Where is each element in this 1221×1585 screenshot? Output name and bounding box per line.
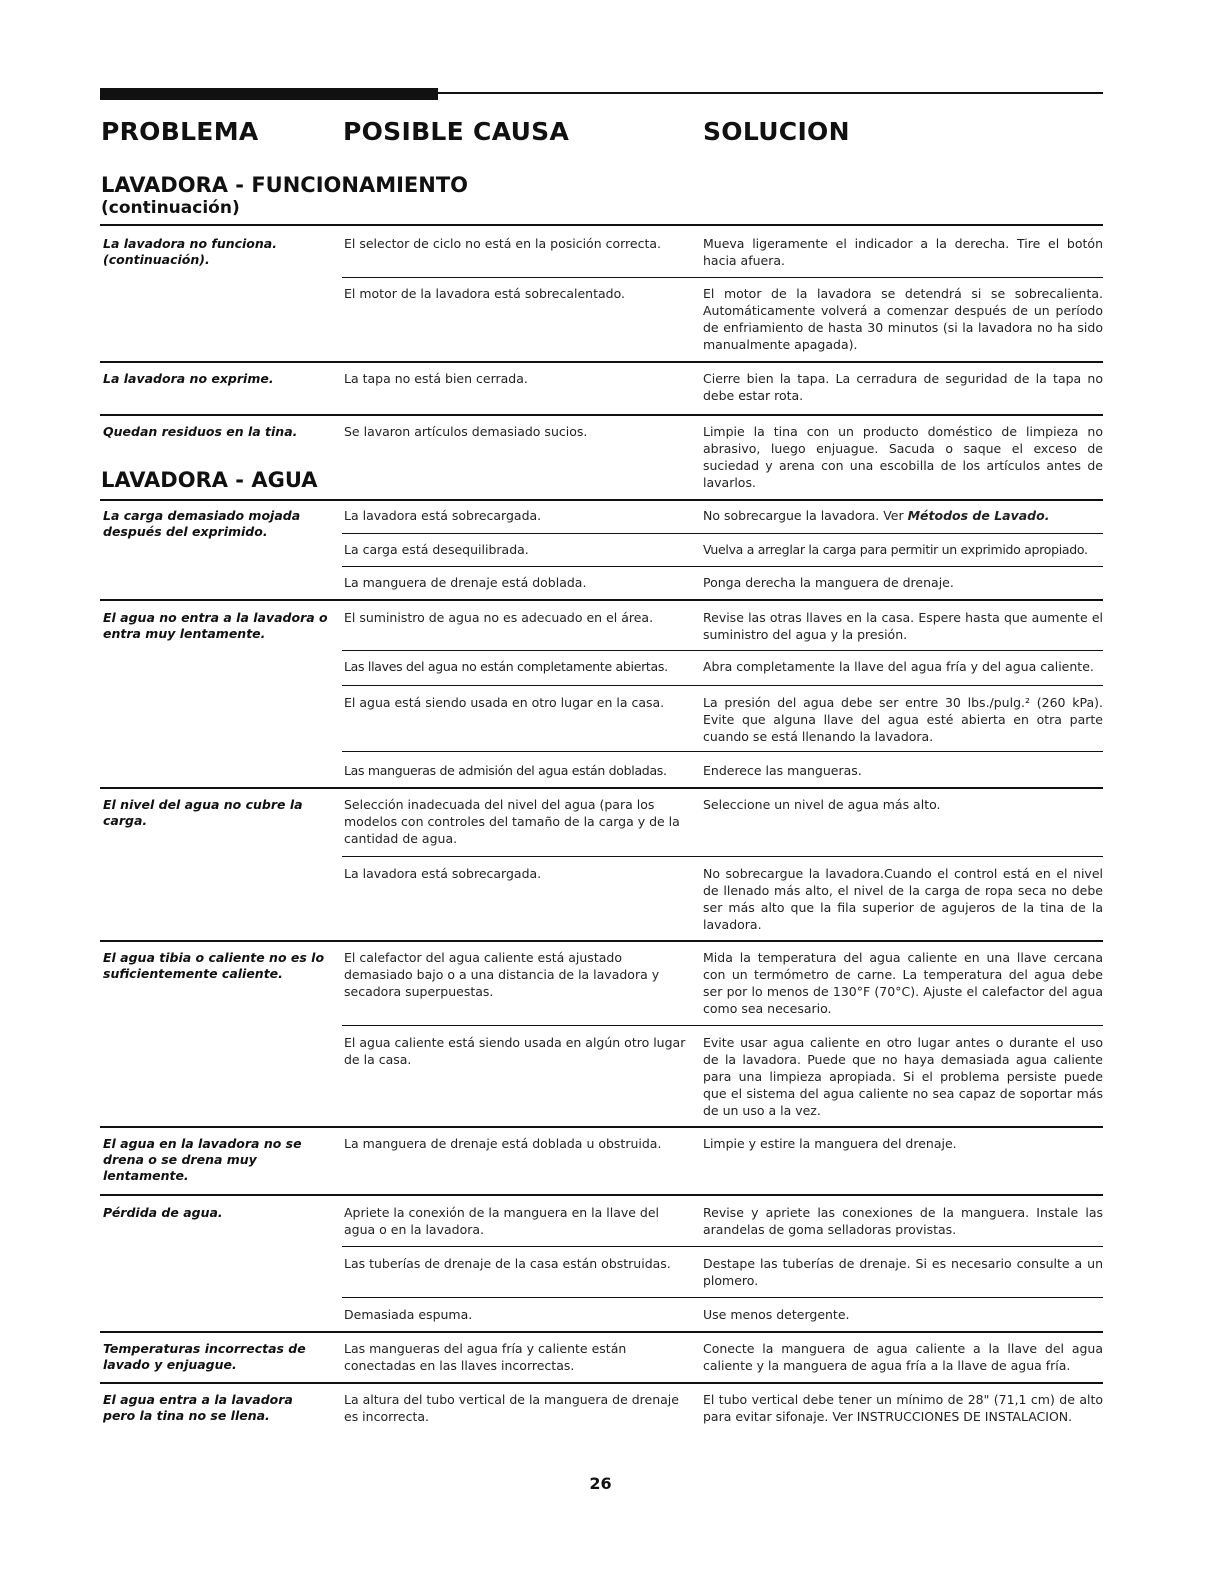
- cause-text: El calefactor del agua caliente está ajustado demasiado bajo o a una distancia de la lavadora y secadora superpuestas.: [344, 950, 660, 999]
- row-divider: [342, 685, 1103, 686]
- row-divider: [100, 940, 1103, 942]
- solution-text: Evite usar agua caliente en otro lugar antes o durante el uso de la lavadora. Puede que no haya demasiada agua caliente para una limpieza apropiada. Si el problema persiste puede que el sistema del agua caliente no sea capaz de soportar más de un uso a la vez.: [703, 1035, 1103, 1118]
- cause-text: El agua caliente está siendo usada en algún otro lugar de la casa.: [344, 1035, 686, 1067]
- cause-text: Se lavaron artículos demasiado sucios.: [344, 424, 588, 439]
- cause-text: Las mangueras de admisión del agua están dobladas.: [344, 763, 667, 778]
- cause-text: La carga está desequilibrada.: [344, 542, 529, 557]
- row-divider: [342, 566, 1103, 567]
- cause-text: La tapa no está bien cerrada.: [344, 371, 528, 386]
- solution-text: Seleccione un nivel de agua más alto.: [703, 797, 941, 812]
- solution-text: Limpie y estire la manguera del drenaje.: [703, 1136, 957, 1151]
- row-divider: [342, 650, 1103, 651]
- solution-text: No sobrecargue la lavadora.Cuando el control está en el nivel de llenado más alto, el nivel de la carga de ropa seca no debe ser más alto que la fila superior de agujeros de la tina de la lavadora.: [703, 866, 1103, 932]
- solution-text: El motor de la lavadora se detendrá si se sobrecalienta. Automáticamente volverá a comenzar después de un período de enfriamiento de hasta 30 minutos (si la lavadora no ha sido manualmente apagada).: [703, 286, 1103, 352]
- row-divider: [100, 361, 1103, 363]
- row-divider: [100, 1331, 1103, 1333]
- cause-text: Las mangueras del agua fría y caliente están conectadas en las llaves incorrectas.: [344, 1341, 627, 1373]
- page-number: 26: [589, 1474, 612, 1493]
- cause-text: La lavadora está sobrecargada.: [344, 866, 542, 881]
- solution-text: Use menos detergente.: [703, 1307, 850, 1322]
- row-divider: [342, 1025, 1103, 1026]
- row-divider: [342, 277, 1103, 278]
- cause-text: Las llaves del agua no están completamente abiertas.: [344, 659, 668, 674]
- problem-text: La lavadora no funciona. (continuación).: [103, 236, 277, 267]
- problem-text: El agua tibia o caliente no es lo suficientemente caliente.: [103, 950, 325, 981]
- solution-text: Mida la temperatura del agua caliente en una llave cercana con un termómetro de carne. La temperatura del agua debe ser por lo menos de 130°F (70°C). Ajuste el calefactor del agua como sea necesario.: [703, 950, 1103, 1016]
- solution-text: Mueva ligeramente el indicador a la derecha. Tire el botón hacia afuera.: [703, 236, 1103, 268]
- cause-text: Selección inadecuada del nivel del agua (para los modelos con controles del tamaño de la carga y de la cantidad de agua.: [344, 797, 680, 846]
- section-title-agua: LAVADORA - AGUA: [101, 468, 318, 492]
- problem-text: El agua no entra a la lavadora o entra muy lentamente.: [103, 610, 328, 641]
- solution-text: Vuelva a arreglar la carga para permitir un exprimido apropiado.: [703, 542, 1088, 557]
- solution-text: Limpie la tina con un producto doméstico de limpieza no abrasivo, luego enjuague. Sacuda o saque el exceso de suciedad y arena con una escobilla de los artículos antes de lavarlos.: [703, 424, 1103, 490]
- section-subtitle: (continuación): [101, 198, 240, 218]
- row-divider: [342, 751, 1103, 752]
- solution-text: Revise y apriete las conexiones de la manguera. Instale las arandelas de goma selladoras provistas.: [703, 1205, 1103, 1237]
- row-divider: [342, 1297, 1103, 1298]
- row-divider: [342, 1246, 1103, 1247]
- row-divider: [100, 787, 1103, 789]
- solution-text: Enderece las mangueras.: [703, 763, 862, 778]
- solution-emphasis: Métodos de Lavado.: [907, 508, 1050, 523]
- problem-text: La carga demasiado mojada después del exprimido.: [103, 508, 301, 539]
- problem-text: El agua entra a la lavadora pero la tina no se llena.: [103, 1392, 293, 1423]
- cause-text: La manguera de drenaje está doblada u obstruida.: [344, 1136, 662, 1151]
- problem-text: La lavadora no exprime.: [103, 371, 274, 386]
- solution-text: Destape las tuberías de drenaje. Si es necesario consulte a un plomero.: [703, 1256, 1103, 1288]
- cause-text: El selector de ciclo no está en la posición correcta.: [344, 236, 661, 251]
- cause-text: El agua está siendo usada en otro lugar en la casa.: [344, 695, 665, 710]
- solution-text: Conecte la manguera de agua caliente a la llave del agua caliente y la manguera de agua fría a la llave de agua fría.: [703, 1341, 1103, 1373]
- row-divider: [100, 599, 1103, 601]
- row-divider: [100, 1194, 1103, 1196]
- header-bar-thick: [100, 88, 438, 100]
- row-divider: [100, 414, 1103, 416]
- solution-text: Abra completamente la llave del agua fría y del agua caliente.: [703, 659, 1094, 674]
- cause-text: La altura del tubo vertical de la manguera de drenaje es incorrecta.: [344, 1392, 679, 1424]
- solution-text: La presión del agua debe ser entre 30 lbs./pulg.² (260 kPa). Evite que alguna llave del agua esté abierta en otra parte cuando se está llenando la lavadora.: [703, 695, 1103, 744]
- problem-text: Pérdida de agua.: [103, 1205, 223, 1220]
- cause-text: El motor de la lavadora está sobrecalentado.: [344, 286, 625, 301]
- row-divider: [100, 1126, 1103, 1128]
- header-rule: [100, 92, 1103, 94]
- cause-text: La lavadora está sobrecargada.: [344, 508, 542, 523]
- solution-text: El tubo vertical debe tener un mínimo de 28" (71,1 cm) de alto para evitar sifonaje. Ver INSTRUCCIONES DE INSTALACION.: [703, 1392, 1103, 1424]
- solution-text: Revise las otras llaves en la casa. Espere hasta que aumente el suministro del agua y la presión.: [703, 610, 1103, 642]
- row-divider: [342, 533, 1103, 534]
- section-rule: [100, 224, 1103, 226]
- cause-text: Demasiada espuma.: [344, 1307, 473, 1322]
- problem-text: Temperaturas incorrectas de lavado y enjuague.: [103, 1341, 306, 1372]
- solution-text: Ponga derecha la manguera de drenaje.: [703, 575, 954, 590]
- problem-text: El nivel del agua no cubre la carga.: [103, 797, 303, 828]
- cause-text: La manguera de drenaje está doblada.: [344, 575, 587, 590]
- row-divider: [100, 499, 1103, 501]
- solution-text: No sobrecargue la lavadora. Ver Métodos de Lavado.: [703, 508, 1050, 523]
- solution-text: Cierre bien la tapa. La cerradura de seguridad de la tapa no debe estar rota.: [703, 371, 1103, 403]
- cause-text: Las tuberías de drenaje de la casa están obstruidas.: [344, 1256, 671, 1271]
- column-header-causa: POSIBLE CAUSA: [343, 117, 570, 146]
- section-title-funcionamiento: LAVADORA - FUNCIONAMIENTO: [101, 173, 469, 197]
- cause-text: Apriete la conexión de la manguera en la llave del agua o en la lavadora.: [344, 1205, 660, 1237]
- row-divider: [100, 1382, 1103, 1384]
- column-header-solucion: SOLUCION: [703, 117, 850, 146]
- problem-text: El agua en la lavadora no se drena o se drena muy lentamente.: [103, 1136, 302, 1183]
- problem-text: Quedan residuos en la tina.: [103, 424, 298, 439]
- column-header-problema: PROBLEMA: [101, 117, 259, 146]
- cause-text: El suministro de agua no es adecuado en el área.: [344, 610, 654, 625]
- row-divider: [342, 856, 1103, 857]
